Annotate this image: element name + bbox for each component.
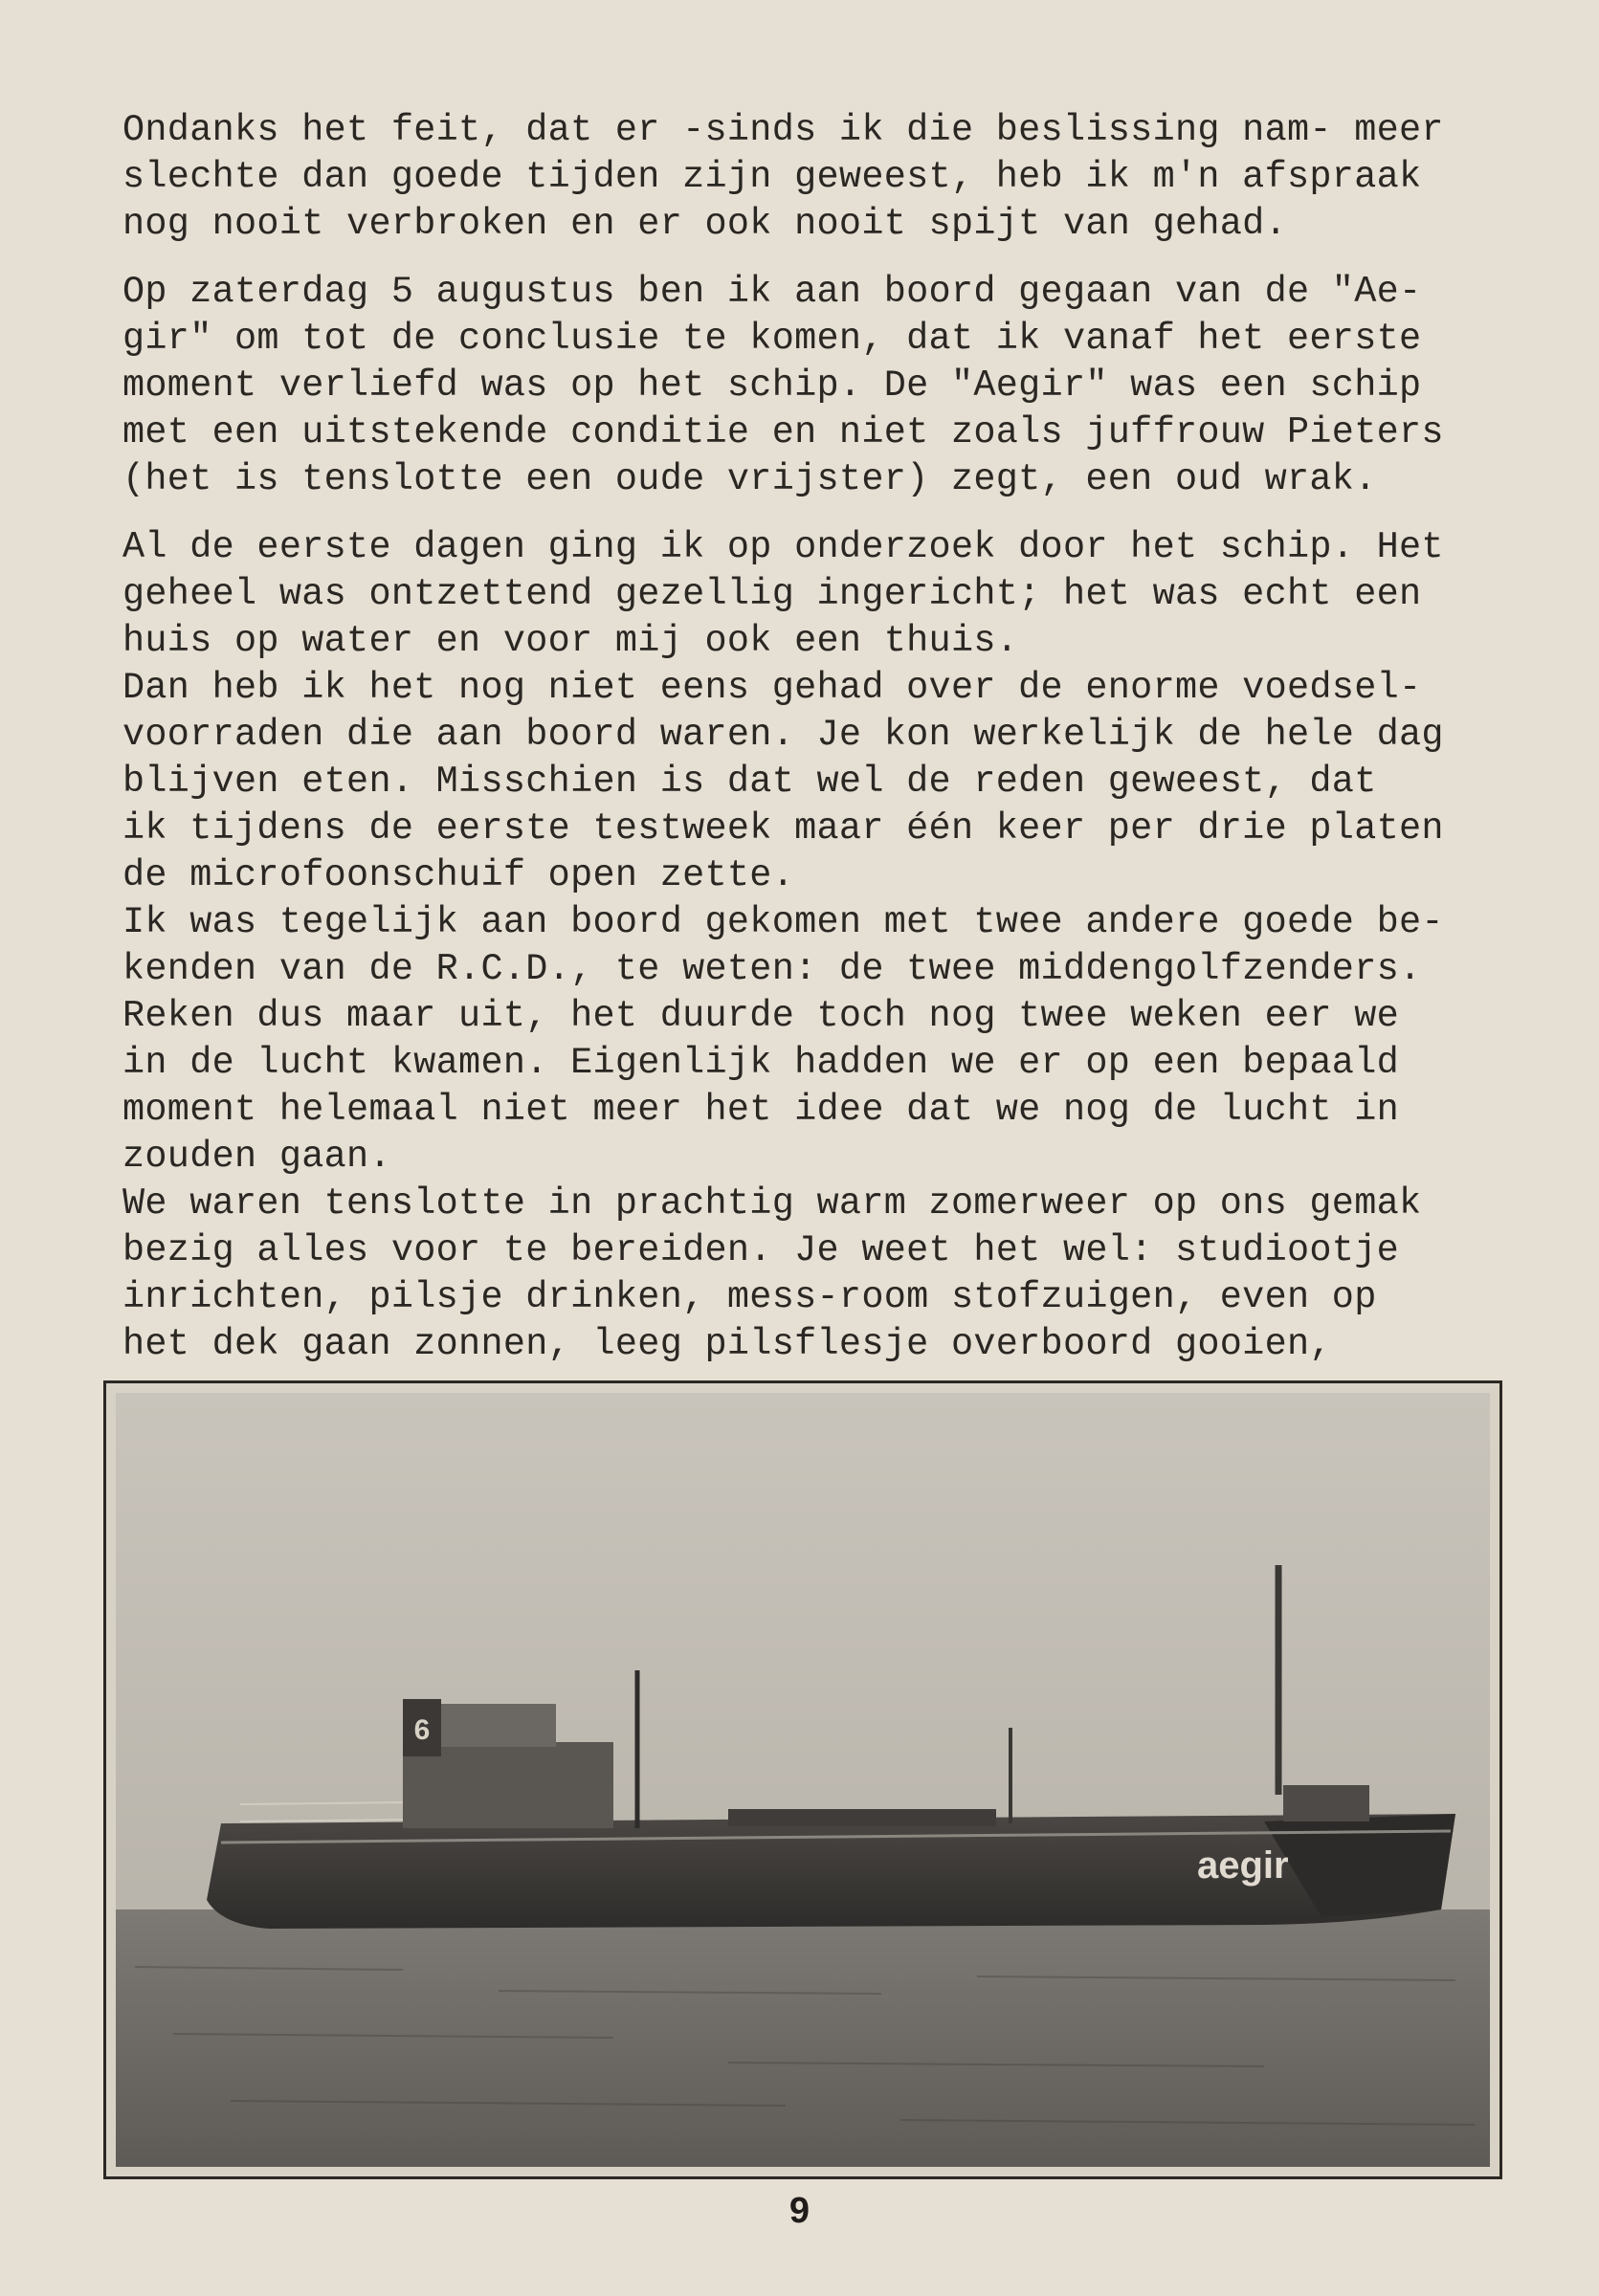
text-line: in de lucht kwamen. Eigenlijk hadden we er op een bepaald — [122, 1042, 1400, 1084]
text-line: Reken dus maar uit, het duurde toch nog twee weken eer we — [122, 995, 1400, 1037]
page-number: 9 — [788, 2191, 811, 2231]
text-line: blijven eten. Misschien is dat wel de reden geweest, dat — [122, 761, 1377, 803]
text-line: voorraden die aan boord waren. Je kon werkelijk de hele dag — [122, 714, 1444, 756]
bow-deckhouse — [1283, 1785, 1369, 1821]
ship-wheelhouse — [432, 1704, 556, 1747]
text-line: Ik was tegelijk aan boord gekomen met twee andere goede be- — [122, 901, 1444, 943]
text-line: We waren tenslotte in prachtig warm zomerweer op ons gemak — [122, 1182, 1422, 1225]
paragraph-2 — [122, 269, 1520, 503]
text-line: met een uitstekende conditie en niet zoals juffrouw Pieters — [122, 411, 1444, 453]
text-line: kenden van de R.C.D., te weten: de twee middengolfzenders. — [122, 948, 1422, 990]
text-line: moment verliefd was op het schip. De "Aegir" was een schip — [122, 364, 1422, 407]
ship-photo — [116, 1393, 1490, 2167]
sea — [116, 1910, 1490, 2167]
cargo-hatch — [728, 1809, 996, 1826]
text-line: moment helemaal niet meer het idee dat we nog de lucht in — [122, 1089, 1400, 1131]
paragraph-3 — [122, 524, 1520, 1368]
ship-illustration — [116, 1393, 1490, 2167]
hull-name: aegir — [1197, 1844, 1289, 1887]
text-line: de microfoonschuif open zette. — [122, 854, 795, 896]
funnel-mark: 6 — [413, 1714, 431, 1746]
text-line: bezig alles voor te bereiden. Je weet het wel: studiootje — [122, 1229, 1400, 1271]
text-line: inrichten, pilsje drinken, mess-room stofzuigen, even op — [122, 1276, 1377, 1318]
text-line: geheel was ontzettend gezellig ingericht; het was echt een — [122, 573, 1422, 615]
text-line: huis op water en voor mij ook een thuis. — [122, 620, 1019, 662]
text-line: Op zaterdag 5 augustus ben ik aan boord gegaan van de "Ae- — [122, 271, 1422, 313]
ship-photo-frame — [103, 1380, 1502, 2179]
text-line: Dan heb ik het nog niet eens gehad over de enorme voedsel- — [122, 667, 1422, 709]
text-line: zouden gaan. — [122, 1136, 391, 1178]
text-line: gir" om tot de conclusie te komen, dat ik vanaf het eerste — [122, 318, 1422, 360]
text-line: Ondanks het feit, dat er -sinds ik die beslissing nam- meer — [122, 109, 1444, 151]
text-line: nog nooit verbroken en er ook nooit spijt van gehad. — [122, 203, 1287, 245]
text-line: het dek gaan zonnen, leeg pilsflesje overboord gooien, — [122, 1323, 1332, 1365]
paragraph-1 — [122, 107, 1520, 248]
text-line: (het is tenslotte een oude vrijster) zegt, een oud wrak. — [122, 458, 1377, 500]
text-line: Al de eerste dagen ging ik op onderzoek door het schip. Het — [122, 526, 1444, 568]
article-text — [122, 107, 1520, 1368]
text-line: slechte dan goede tijden zijn geweest, heb ik m'n afspraak — [122, 156, 1422, 198]
text-line: ik tijdens de eerste testweek maar één keer per drie platen — [122, 807, 1444, 850]
